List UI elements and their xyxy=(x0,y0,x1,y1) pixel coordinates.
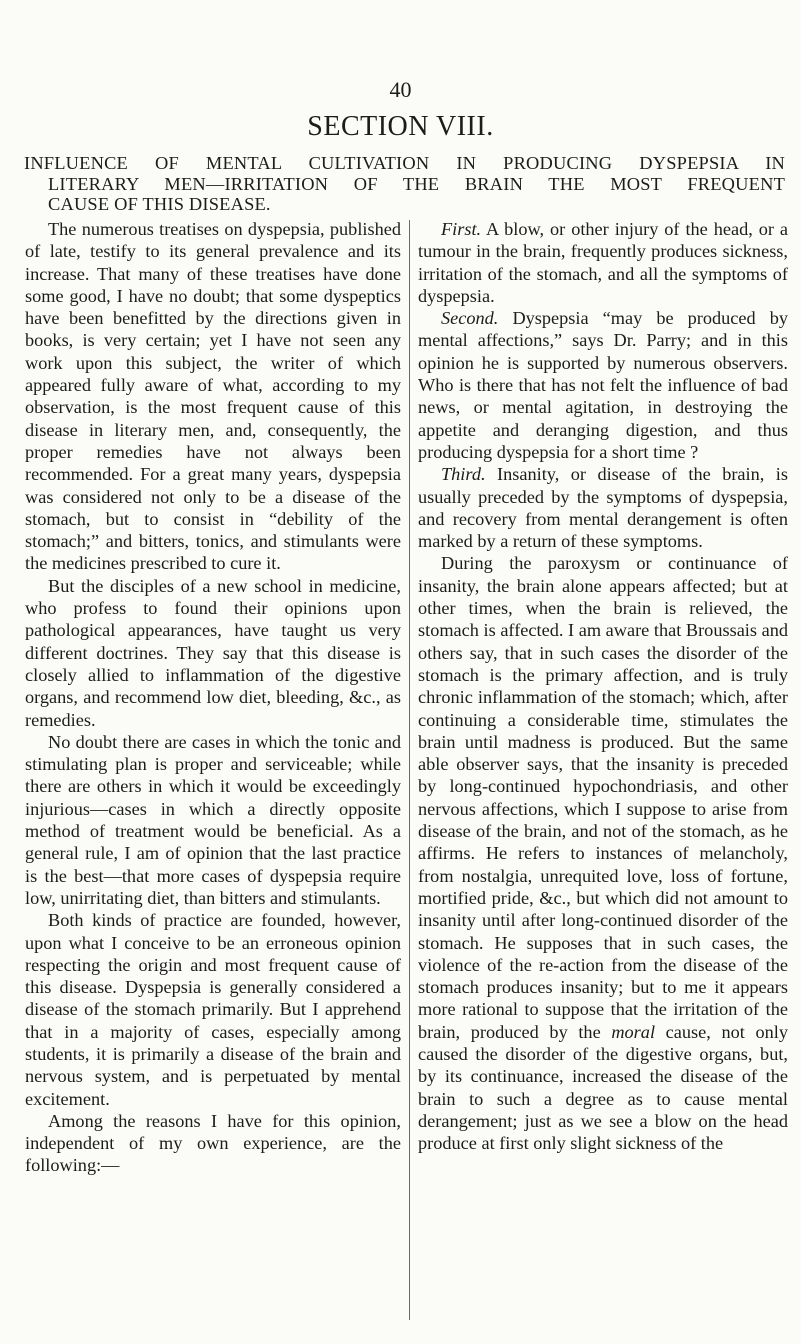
paragraph xyxy=(418,552,788,1154)
paragraph: No doubt there are cases in which the tonic and stimulating plan is proper and serviceable; while there are others in which it would be exceedingly injurious—cases in which a directly opposite method of treatment would be beneficial. As a general rule, I am of opinion that the last practice is the best—that more cases of dyspepsia require low, unirritating diet, than bitters and stimulants. xyxy=(25,731,401,908)
italic-word: moral xyxy=(611,1021,656,1042)
paragraph: The numerous treatises on dyspepsia, published of late, testify to its general prevalence and its increase. That many of these treatises have done some good, I have no doubt; that some dyspeptics have been benefitted by the directions given in books, is very certain; yet I have not seen any work upon this subject, the writer of which appeared fully aware of what, according to my observation, is the most frequent cause of this disease in literary men, and, consequently, the proper remedies have not always been recommended. For a great many years, dyspepsia was considered not only to be a disease of the stomach, but to consist in “debility of the stomach;” and bitters, tonics, and stimulants were the medicines prescribed to cure it. xyxy=(25,219,401,574)
paragraph-text: During the paroxysm or continuance of insanity, the brain alone appears affected; but at other times, when the brain is relieved, the stomach is affected. I am aware that Broussais and others say, that in such cases the disorder of the stomach is the primary affection, and is truly chronic inflammation of the stomach; which, after continuing a considerable time, stimulates the brain until madness is produced. But the same able observer says, that the insanity is preceded by long-continued hypochondriasis, and other nervous affections, which I suppose to arise from disease of the brain, and not of the stomach, as he affirms. He refers to instances of melancholy, from nostalgia, unrequited love, loss of fortune, mortified pride, &c., but which did not amount to insanity until after long-continued disorder of the stomach. He supposes that in such cases, the violence of the re-action from the disease of the stomach produces insanity; but to me it appears more rational to suppose that the irritation of the brain, produced by the xyxy=(418,553,788,1042)
paragraph-text: cause, not only caused the disorder of the digestive organs, but, by its continuance, increased the disease of the brain to such a degree as to cause mental derangement; just as we see a blow on the head produce at first only slight sickness of the xyxy=(418,1021,788,1154)
section-subtitle xyxy=(24,153,785,215)
label-first: First. xyxy=(441,219,482,239)
label-third: Third. xyxy=(441,464,486,485)
section-title: SECTION VIII. xyxy=(307,111,494,142)
paragraph-second xyxy=(418,307,788,463)
paragraph: Both kinds of practice are founded, however, upon what I conceive to be an erroneous opinion respecting the origin and most frequent cause of this disease. Dyspepsia is generally considered a disease of the stomach primarily. But I apprehend that in a majority of cases, especially among students, it is primarily a disease of the brain and nervous system, and is perpetuated by mental excitement. xyxy=(25,910,401,1109)
subtitle-line-2: LITERARY MEN—IRRITATION OF THE BRAIN THE MOST FREQUENT xyxy=(48,173,785,194)
label-second: Second. xyxy=(441,308,499,329)
subtitle-line-1: INFLUENCE OF MENTAL CULTIVATION IN PRODUCING DYSPEPSIA IN xyxy=(24,153,785,173)
paragraph-first xyxy=(418,218,788,307)
subtitle-line-3: CAUSE OF THIS DISEASE. xyxy=(48,194,271,214)
right-column xyxy=(418,218,788,1154)
paragraph-text: Dyspepsia “may be produced by mental affections,” says Dr. Parry; and in this opinion he is supported by numerous observers. Who is there that has not felt the influence of bad news, or mental agitation, in destroying the appetite and deranging digestion, and thus producing dyspepsia for a short time ? xyxy=(418,308,788,462)
paragraph: But the disciples of a new school in medicine, who profess to found their opinions upon pathological appearances, have taught us very different doctrines. They say that this disease is closely allied to inflammation of the digestive organs, and recommend low diet, bleeding, &c., as remedies. xyxy=(25,575,401,730)
column-divider xyxy=(409,220,410,1320)
paragraph-text: Insanity, or disease of the brain, is usually preceded by the symptoms of dyspepsia, and recovery from mental derangement is often marked by a return of these symptoms. xyxy=(418,464,788,552)
left-column xyxy=(25,218,401,1177)
paragraph-text: A blow, or other injury of the head, or a tumour in the brain, frequently produces sickness, irritation of the stomach, and all the symptoms of dyspepsia. xyxy=(418,219,788,306)
paragraph-third xyxy=(418,463,788,552)
paragraph: Among the reasons I have for this opinion, independent of my own experience, are the following:— xyxy=(25,1110,401,1176)
page-number: 40 xyxy=(389,77,412,102)
